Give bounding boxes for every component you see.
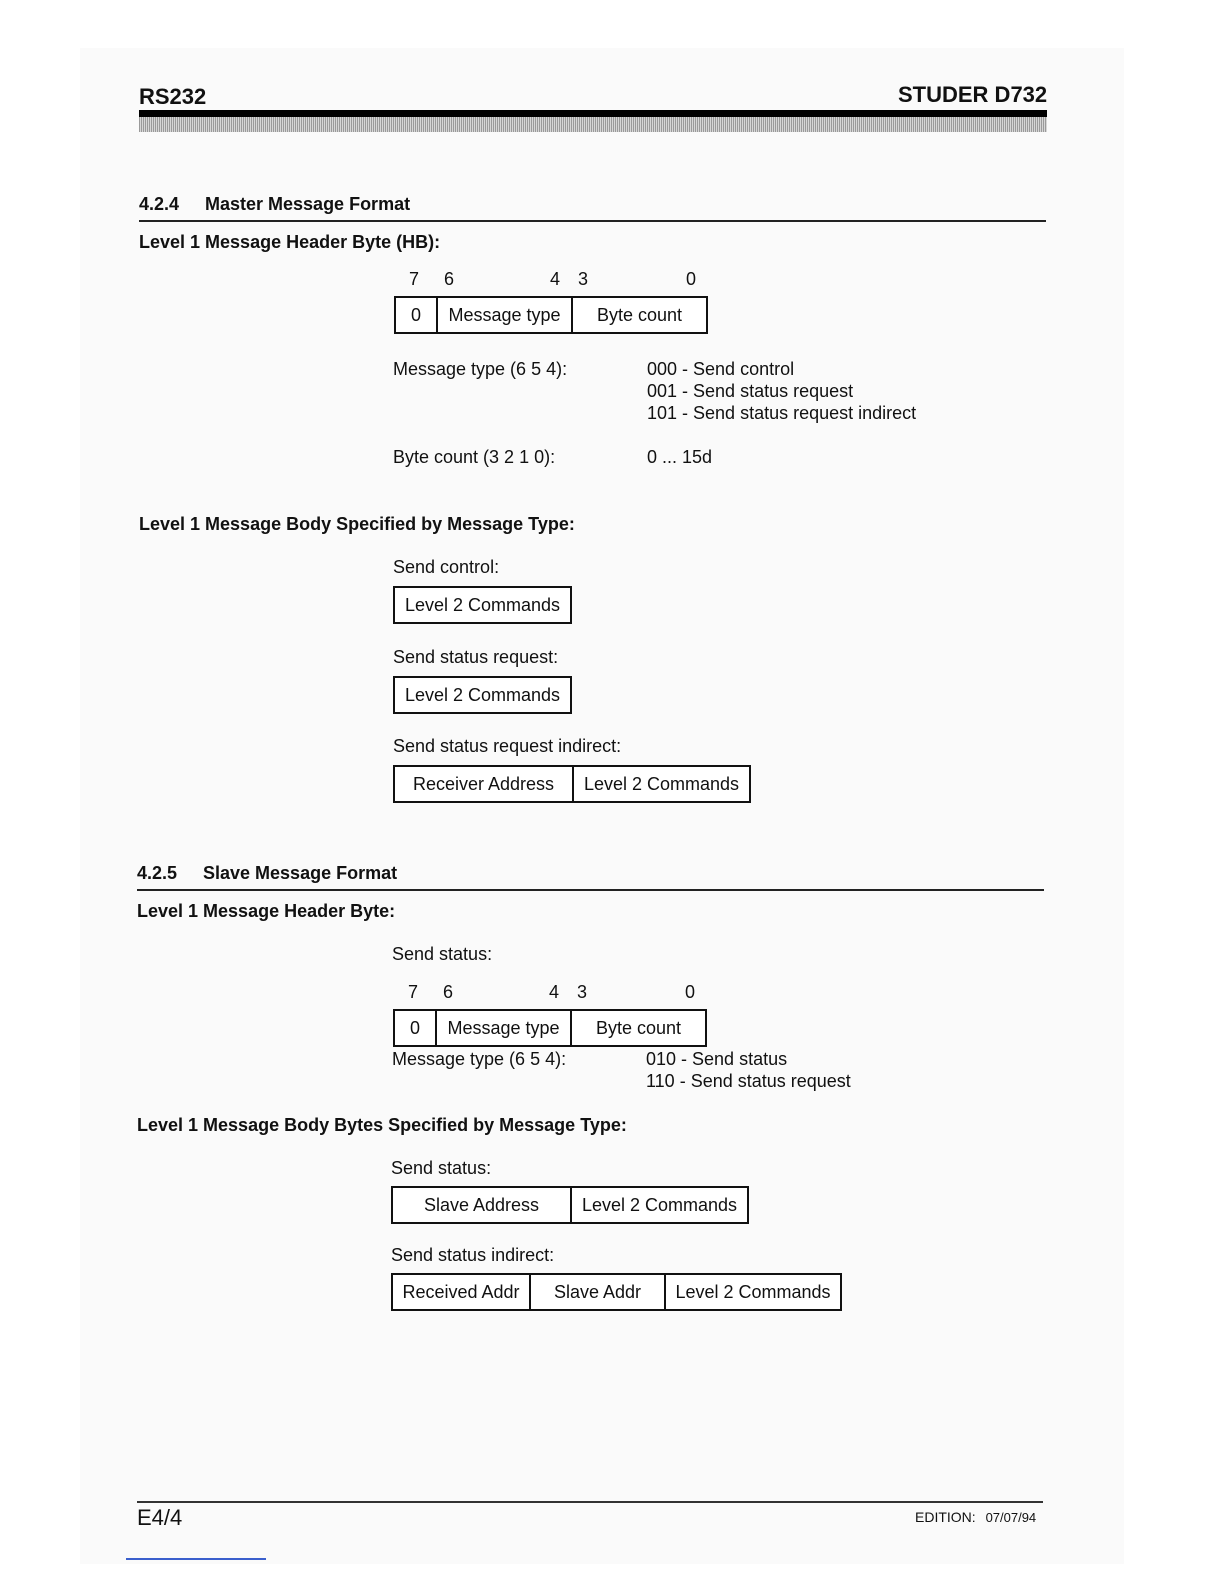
- slave-send-status-label: Send status:: [392, 944, 493, 964]
- bit-label: 3: [578, 269, 589, 289]
- field-bit7: 0: [409, 1017, 420, 1038]
- field-byte-count: Byte count: [570, 1011, 705, 1045]
- header-left-title: RS232: [139, 84, 207, 109]
- bit-label: 3: [577, 982, 588, 1002]
- footer-rule: [137, 1501, 1043, 1503]
- slave-msgtype-label: Message type (6 5 4):: [392, 1049, 567, 1069]
- send-status-indirect-label: Send status indirect:: [391, 1245, 555, 1265]
- master-header-label: Level 1 Message Header Byte (HB):: [139, 232, 441, 252]
- body-send-status-label: Send status:: [391, 1158, 492, 1178]
- msgtype-value: 001 - Send status request: [647, 381, 854, 401]
- field-received-addr: Received Addr: [402, 1281, 520, 1302]
- send-status-request-indirect-diagram: [393, 765, 751, 803]
- field-message-type: Message type: [435, 1011, 570, 1045]
- send-control-diagram: [393, 586, 572, 624]
- field-level2-commands: Level 2 Commands: [404, 684, 561, 705]
- field-receiver-address: Receiver Address: [412, 773, 555, 794]
- section-rule: [137, 889, 1044, 891]
- header-rule: [139, 110, 1047, 132]
- footer-page-number: E4/4: [137, 1505, 183, 1530]
- slave-header-label: Level 1 Message Header Byte:: [137, 901, 396, 921]
- send-status-request-label: Send status request:: [393, 647, 559, 667]
- bit-label: 4: [549, 982, 560, 1002]
- field-level2-commands: Level 2 Commands: [570, 1188, 747, 1222]
- master-msgtype-label: Message type (6 5 4):: [393, 359, 568, 379]
- master-bytecount-label: Byte count (3 2 1 0):: [393, 447, 556, 467]
- msgtype-value: 010 - Send status: [646, 1049, 788, 1069]
- send-status-request-diagram: [393, 676, 572, 714]
- master-header-byte-diagram: [394, 296, 708, 334]
- section-rule: [139, 220, 1046, 222]
- msgtype-value: 101 - Send status request indirect: [647, 403, 917, 423]
- field-level2-commands: Level 2 Commands: [664, 1275, 840, 1309]
- bit-label: 6: [444, 269, 455, 289]
- bit-label: 0: [685, 982, 696, 1002]
- section-number: 4.2.4: [139, 194, 180, 214]
- send-control-label: Send control:: [393, 557, 500, 577]
- section-title: Master Message Format: [205, 194, 411, 214]
- edition-label: EDITION:: [915, 1509, 976, 1525]
- section-master-heading: [139, 194, 410, 215]
- master-body-label: Level 1 Message Body Specified by Message Type:: [139, 514, 575, 534]
- send-status-request-indirect-label: Send status request indirect:: [393, 736, 622, 756]
- link-underline: [126, 1558, 266, 1560]
- slave-header-byte-diagram: [393, 1009, 707, 1047]
- msgtype-value: 000 - Send control: [647, 359, 795, 379]
- field-slave-addr: Slave Addr: [529, 1275, 664, 1309]
- field-byte-count: Byte count: [571, 298, 706, 332]
- msgtype-value: 110 - Send status request: [646, 1071, 851, 1091]
- bit-label: 0: [686, 269, 697, 289]
- section-title: Slave Message Format: [203, 863, 398, 883]
- field-message-type: Message type: [436, 298, 571, 332]
- bit-label: 4: [550, 269, 561, 289]
- field-level2-commands: Level 2 Commands: [404, 594, 561, 615]
- field-slave-address: Slave Address: [423, 1194, 540, 1215]
- bit-label: 7: [408, 982, 419, 1002]
- field-level2-commands: Level 2 Commands: [572, 767, 749, 801]
- edition-date: 07/07/94: [985, 1510, 1037, 1525]
- section-slave-heading: [137, 863, 397, 884]
- slave-bit-positions: [393, 982, 705, 1004]
- body-send-status-diagram: [391, 1186, 749, 1224]
- slave-body-label: Level 1 Message Body Bytes Specified by Message Type:: [137, 1115, 627, 1135]
- send-status-indirect-diagram: [391, 1273, 842, 1311]
- header-right-title: STUDER D732: [898, 82, 1048, 107]
- field-bit7: 0: [410, 304, 421, 325]
- bit-label: 7: [409, 269, 420, 289]
- footer-edition: [915, 1509, 1036, 1525]
- master-bytecount-value: 0 ... 15d: [647, 447, 713, 467]
- section-number: 4.2.5: [137, 863, 178, 883]
- bit-label: 6: [443, 982, 454, 1002]
- master-bit-positions: [394, 269, 706, 291]
